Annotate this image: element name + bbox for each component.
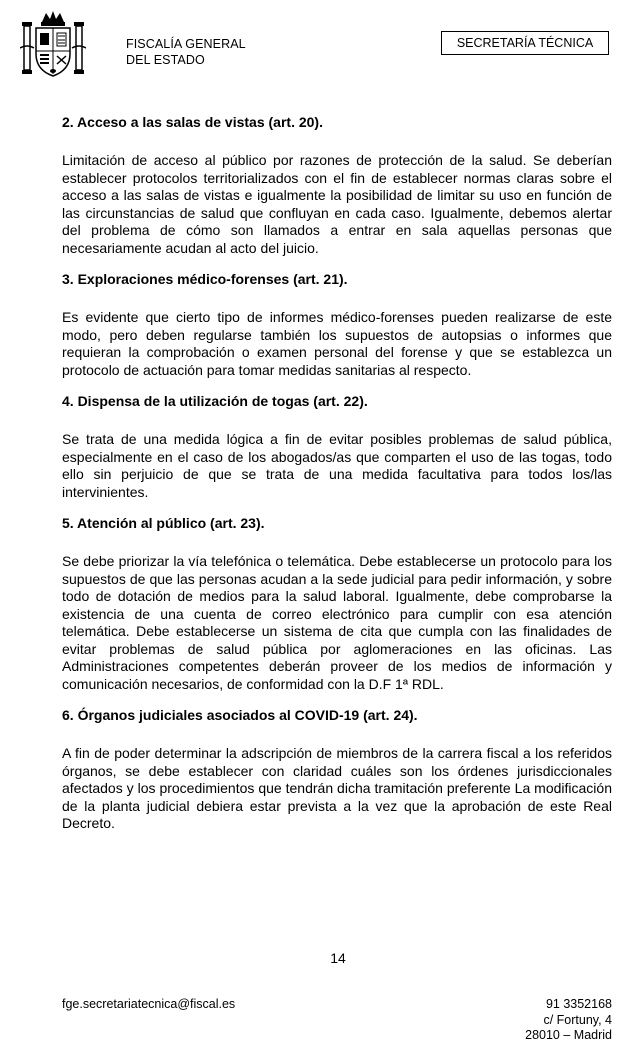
page-number: 14 [330, 950, 346, 966]
section-paragraph: Se trata de una medida lógica a fin de evitar posibles problemas de salud pública, especialmente en el caso de los abogados/as que comparten el uso de las togas, todo ello sin perjuicio de que se trata de una medida facultativa para todos los/las intervinientes. [62, 431, 612, 500]
section-heading: 3. Exploraciones médico-forenses (art. 21). [62, 271, 348, 287]
section-paragraph: Limitación de acceso al público por razones de protección de la salud. Se deberían establecer protocolos territorializados con el fin de establecer normas claras sobre el acceso a las salas de vistas e igualmente la posibilidad de limitar su uso en función de las circunstancias de salud que confluyan en cada caso. Igualmente, debemos alertar del problema de cómo son llamados a entrar en sala aquellas personas que necesariamente acudan al acto del juicio. [62, 152, 612, 256]
section-organos-judiciales-covid [62, 707, 612, 833]
footer-contact [525, 997, 612, 1044]
section-heading: 2. Acceso a las salas de vistas (art. 20). [62, 114, 323, 130]
section-dispensa-togas [62, 393, 612, 501]
organization-name [126, 36, 246, 68]
section-atencion-publico [62, 515, 612, 693]
footer-address-street: c/ Fortuny, 4 [543, 1012, 612, 1027]
coat-of-arms-icon [20, 8, 86, 80]
department-label: SECRETARÍA TÉCNICA [441, 31, 609, 55]
section-paragraph: Se debe priorizar la vía telefónica o telemática. Debe establecerse un protocolo para los supuestos de que las personas acudan a la sede judicial para pedir información, y sobre todo de dotación de medios para la salud laboral. Igualmente, debe comprobarse la existencia de una cuenta de correo electrónico para cumplir con esa atención telemática. Debe establecerse un sistema de cita que cumpla con las finalidades de evitar problemas de salud pública por aglomeraciones en las oficinas. Las Administraciones competentes deberán proveer de los medios de información y comunicación necesarios, de conformidad con la D.F 1ª RDL. [62, 553, 612, 692]
footer-address-city: 28010 – Madrid [525, 1028, 612, 1042]
section-heading: 4. Dispensa de la utilización de togas (art. 22). [62, 393, 368, 409]
section-salas-de-vistas [62, 114, 612, 257]
section-paragraph: Es evidente que cierto tipo de informes médico-forenses pueden realizarse de este modo, pero deben regularse también los supuestos de autopsias o informes que requieran la comprobación o examen personal del forense y que se establezca un protocolo de actuación para tomar medidas sanitarias al respecto. [62, 309, 612, 378]
organization-name-line1: FISCALÍA GENERAL [126, 37, 246, 51]
document-body [62, 114, 612, 847]
section-heading: 6. Órganos judiciales asociados al COVID-19 (art. 24). [62, 707, 418, 723]
footer-email: fge.secretariatecnica@fiscal.es [62, 997, 236, 1011]
section-exploraciones-medico-forenses [62, 271, 612, 379]
section-heading: 5. Atención al público (art. 23). [62, 515, 265, 531]
footer-phone: 91 3352168 [545, 997, 612, 1011]
organization-name-line2: DEL ESTADO [126, 53, 205, 67]
section-paragraph: A fin de poder determinar la adscripción de miembros de la carrera fiscal a los referidos órganos, se debe establecer con claridad cuáles son los órdenes jurisdiccionales afectados y los procedimientos que tendrán dicha tramitación preferente La modificación de la planta judicial debiera estar prevista a la vez que la aprobación de este Real Decreto. [62, 745, 612, 831]
